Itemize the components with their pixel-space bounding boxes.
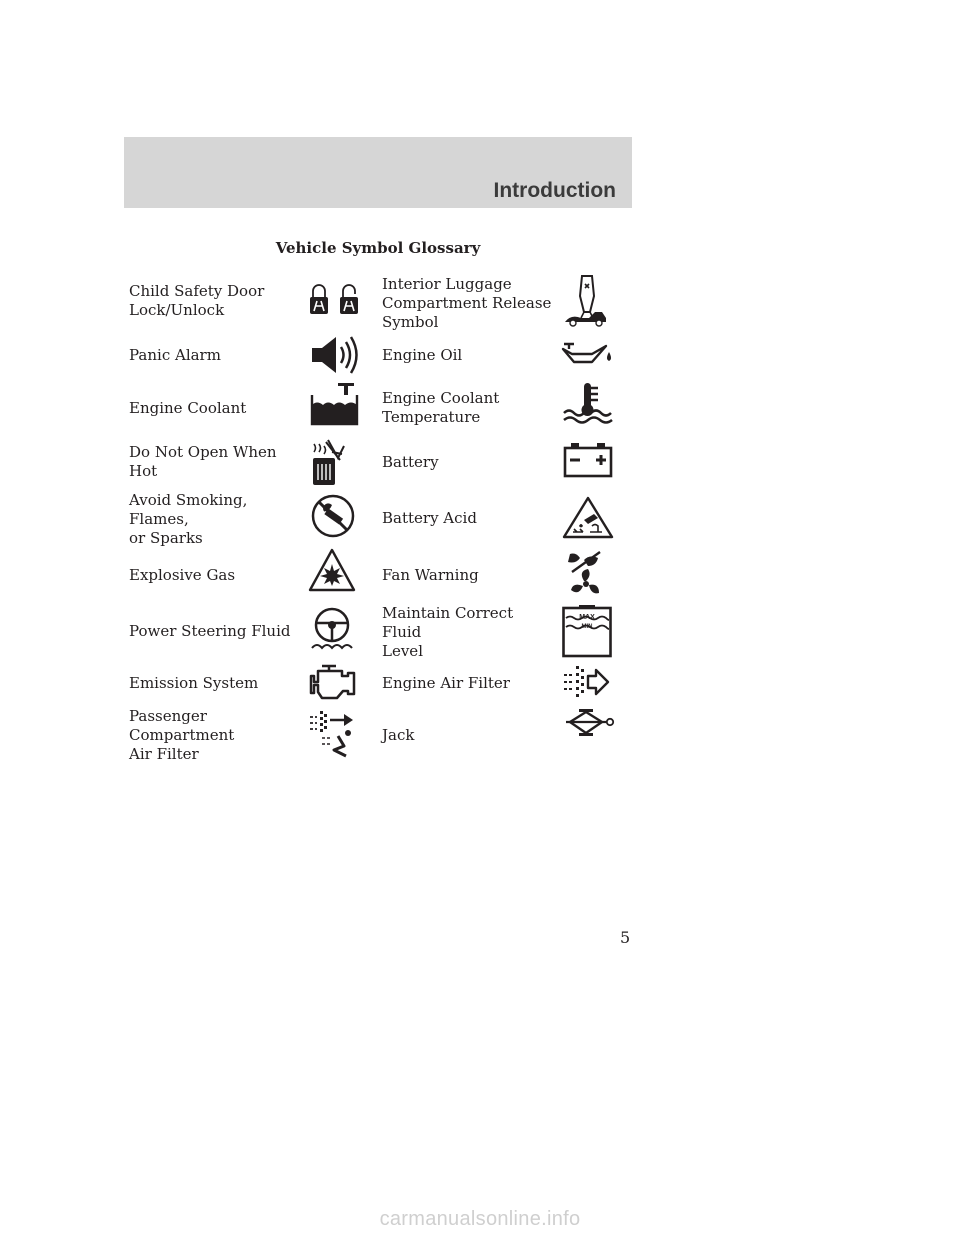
watermark: carmanualsonline.info (379, 1208, 581, 1230)
glossary-label: Avoid Smoking, Flames, or Sparks (129, 490, 248, 547)
glossary-label: Engine Oil (382, 345, 463, 364)
engine-oil-icon (562, 338, 614, 368)
glossary-label: Jack (382, 725, 415, 744)
glossary-title: Vehicle Symbol Glossary (275, 239, 481, 257)
glossary-label: Engine Coolant Temperature (382, 389, 500, 426)
glossary-label: Power Steering Fluid (129, 621, 291, 640)
coolant-temperature-icon (562, 380, 614, 424)
glossary-label: Battery Acid (382, 508, 477, 527)
glossary-label: Do Not Open When Hot (129, 443, 277, 480)
glossary-label: Interior Luggage Compartment Release Symbol (382, 274, 552, 331)
glossary-label: Maintain Correct Fluid Level (382, 603, 514, 660)
max-level-label: MAX (579, 614, 595, 621)
explosive-gas-icon (308, 548, 356, 592)
child-safety-lock-icon (304, 282, 364, 316)
emission-system-icon (310, 664, 356, 700)
glossary-label: Fan Warning (382, 565, 479, 584)
battery-acid-icon (562, 496, 614, 540)
page-number: 5 (620, 928, 631, 947)
min-level-label: MIN (581, 624, 593, 630)
engine-coolant-icon (310, 382, 360, 426)
fluid-level-icon (562, 604, 612, 658)
battery-icon (562, 442, 614, 478)
engine-air-filter-icon (562, 664, 614, 700)
glossary-label: Child Safety Door Lock/Unlock (129, 282, 265, 319)
glossary-label: Engine Air Filter (382, 673, 510, 692)
glossary-label: Emission System (129, 673, 259, 692)
section-title: Introduction (493, 179, 616, 202)
trunk-release-icon (562, 272, 612, 328)
fan-warning-icon (562, 550, 614, 598)
panic-alarm-icon (310, 333, 358, 377)
do-not-open-when-hot-icon (310, 438, 350, 486)
no-smoking-icon (310, 493, 356, 539)
power-steering-fluid-icon (310, 606, 354, 652)
glossary-label: Passenger Compartment Air Filter (129, 706, 235, 763)
glossary-label: Panic Alarm (129, 345, 221, 364)
glossary-label: Explosive Gas (129, 565, 236, 584)
passenger-air-filter-icon (308, 708, 358, 758)
jack-icon (562, 708, 616, 738)
glossary-label: Engine Coolant (129, 398, 247, 417)
glossary-label: Battery (382, 452, 439, 471)
